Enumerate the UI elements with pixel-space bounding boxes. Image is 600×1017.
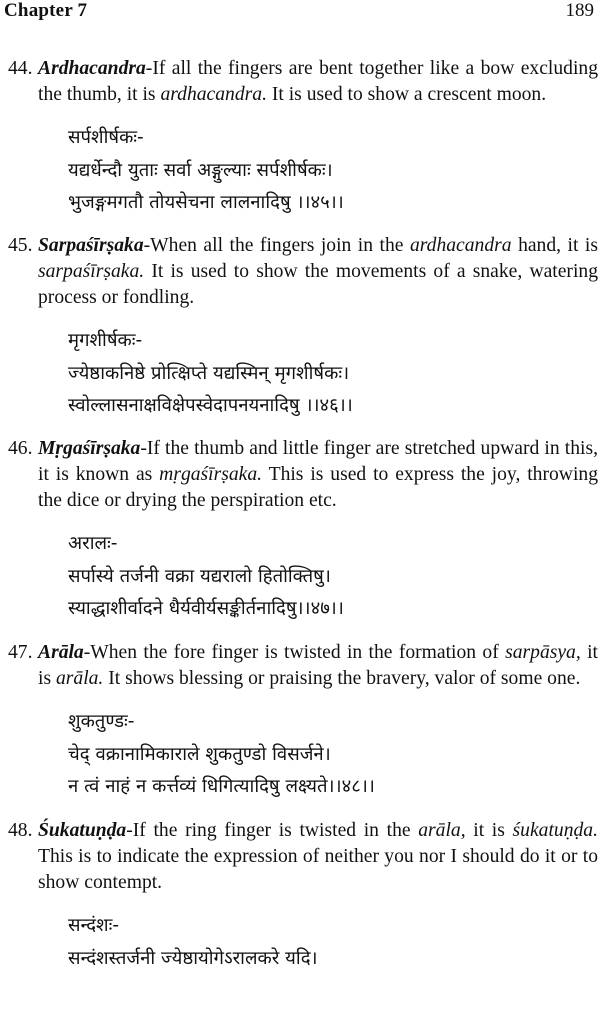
verse-block-44 <box>68 122 598 219</box>
entry-44-paragraph <box>8 56 598 108</box>
entry-text: hand, it is <box>511 235 598 256</box>
verse-block-47 <box>68 706 598 803</box>
entry-text: it is <box>465 820 513 841</box>
verse-line: सर्पास्ये तर्जनी वक्रा यद्यरालो हितोक्तिषु। <box>68 566 331 587</box>
entry-text: -If the thumb and little finger are stretched upward in this, it is known as <box>38 438 598 485</box>
entry-45-paragraph <box>8 233 598 311</box>
entry-46-paragraph <box>8 436 598 514</box>
chapter-label: Chapter 7 <box>4 0 88 21</box>
italic-term: mṛgaśīrṣaka. <box>159 464 263 485</box>
entry-number: 44. <box>8 58 33 79</box>
entry-48 <box>8 818 598 975</box>
italic-term: sarpāsya, <box>505 642 581 663</box>
entry-44 <box>8 56 598 219</box>
verse-block-48 <box>68 910 598 975</box>
verse-line: स्याद्धाशीर्वादने धैर्यवीर्यसङ्कीर्तनादिषु।।४७।। <box>68 598 344 619</box>
entry-text: It is used to show a crescent moon. <box>266 84 547 105</box>
entry-text: -If the ring finger is twisted in the <box>126 820 419 841</box>
entry-text: It is used to show the movements of a snake, watering process or fondling. <box>38 261 598 308</box>
italic-term: ardhacandra. <box>160 84 267 105</box>
verse-heading: मृगशीर्षकः- <box>68 330 143 351</box>
page-body <box>8 56 598 975</box>
entry-term: Ardhacandra <box>38 58 146 79</box>
italic-term: arāla, <box>418 820 466 841</box>
verse-heading: शुकतुण्डः- <box>68 711 135 732</box>
entry-text: -When all the fingers join in the <box>143 235 410 256</box>
italic-term: arāla. <box>55 668 104 689</box>
entry-46 <box>8 436 598 625</box>
entry-text: This is to indicate the expression of neither you nor I should do it or to show contempt. <box>38 846 598 893</box>
verse-line: चेद् वक्रानामिकाराले शुकतुण्डो विसर्जने। <box>68 744 331 765</box>
entry-text: -When the fore finger is twisted in the formation of <box>83 642 506 663</box>
entry-45 <box>8 233 598 422</box>
verse-line: स्वोल्लासनाक्षविक्षेपस्वेदापनयनादिषु ।।४६।। <box>68 395 353 416</box>
entry-text: -If all the fingers are bent together like a bow excluding the thumb, it is <box>38 58 598 105</box>
running-head <box>0 0 600 24</box>
entry-number: 47. <box>8 642 33 663</box>
verse-block-46 <box>68 528 598 625</box>
verse-heading: सर्पशीर्षकः- <box>68 127 144 148</box>
page-number: 189 <box>565 0 594 21</box>
verse-line: यद्यर्धेन्दौ युताः सर्वा अङ्गुल्याः सर्पशीर्षकः। <box>68 160 333 181</box>
entry-term: Mṛgaśīrṣaka <box>38 438 141 459</box>
italic-term: sarpaśīrṣaka. <box>38 261 145 282</box>
italic-term: śukatuṇḍa. <box>512 820 598 841</box>
entry-number: 48. <box>8 820 33 841</box>
entry-text: It shows blessing or praising the bravery, valor of some one. <box>103 668 581 689</box>
entry-text: it is <box>38 642 598 689</box>
entry-term: Arāla <box>38 642 84 663</box>
verse-line: न त्वं नाहं न कर्त्तव्यं धिगित्यादिषु लक्ष्यते।।४८।। <box>68 776 375 797</box>
entry-47 <box>8 640 598 803</box>
italic-term: ardhacandra <box>409 235 512 256</box>
entry-47-paragraph <box>8 640 598 692</box>
entry-number: 45. <box>8 235 33 256</box>
verse-block-45 <box>68 325 598 422</box>
entry-number: 46. <box>8 438 33 459</box>
entry-48-paragraph <box>8 818 598 896</box>
entry-text: This is used to express the joy, throwing the dice or drying the perspiration etc. <box>38 464 598 511</box>
entry-term: Sarpaśīrṣaka <box>38 235 144 256</box>
verse-heading: अरालः- <box>68 533 118 554</box>
verse-heading: सन्दंशः- <box>68 915 120 936</box>
verse-line: भुजङ्गमगतौ तोयसेचना लालनादिषु ।।४५।। <box>68 192 344 213</box>
verse-line: सन्दंशस्तर्जनी ज्येष्ठायोगेऽरालकरे यदि। <box>68 948 318 969</box>
verse-line: ज्येष्ठाकनिष्ठे प्रोत्क्षिप्ते यद्यस्मिन् मृगशीर्षकः। <box>68 363 350 384</box>
entry-term: Śukatuṇḍa <box>38 820 127 841</box>
